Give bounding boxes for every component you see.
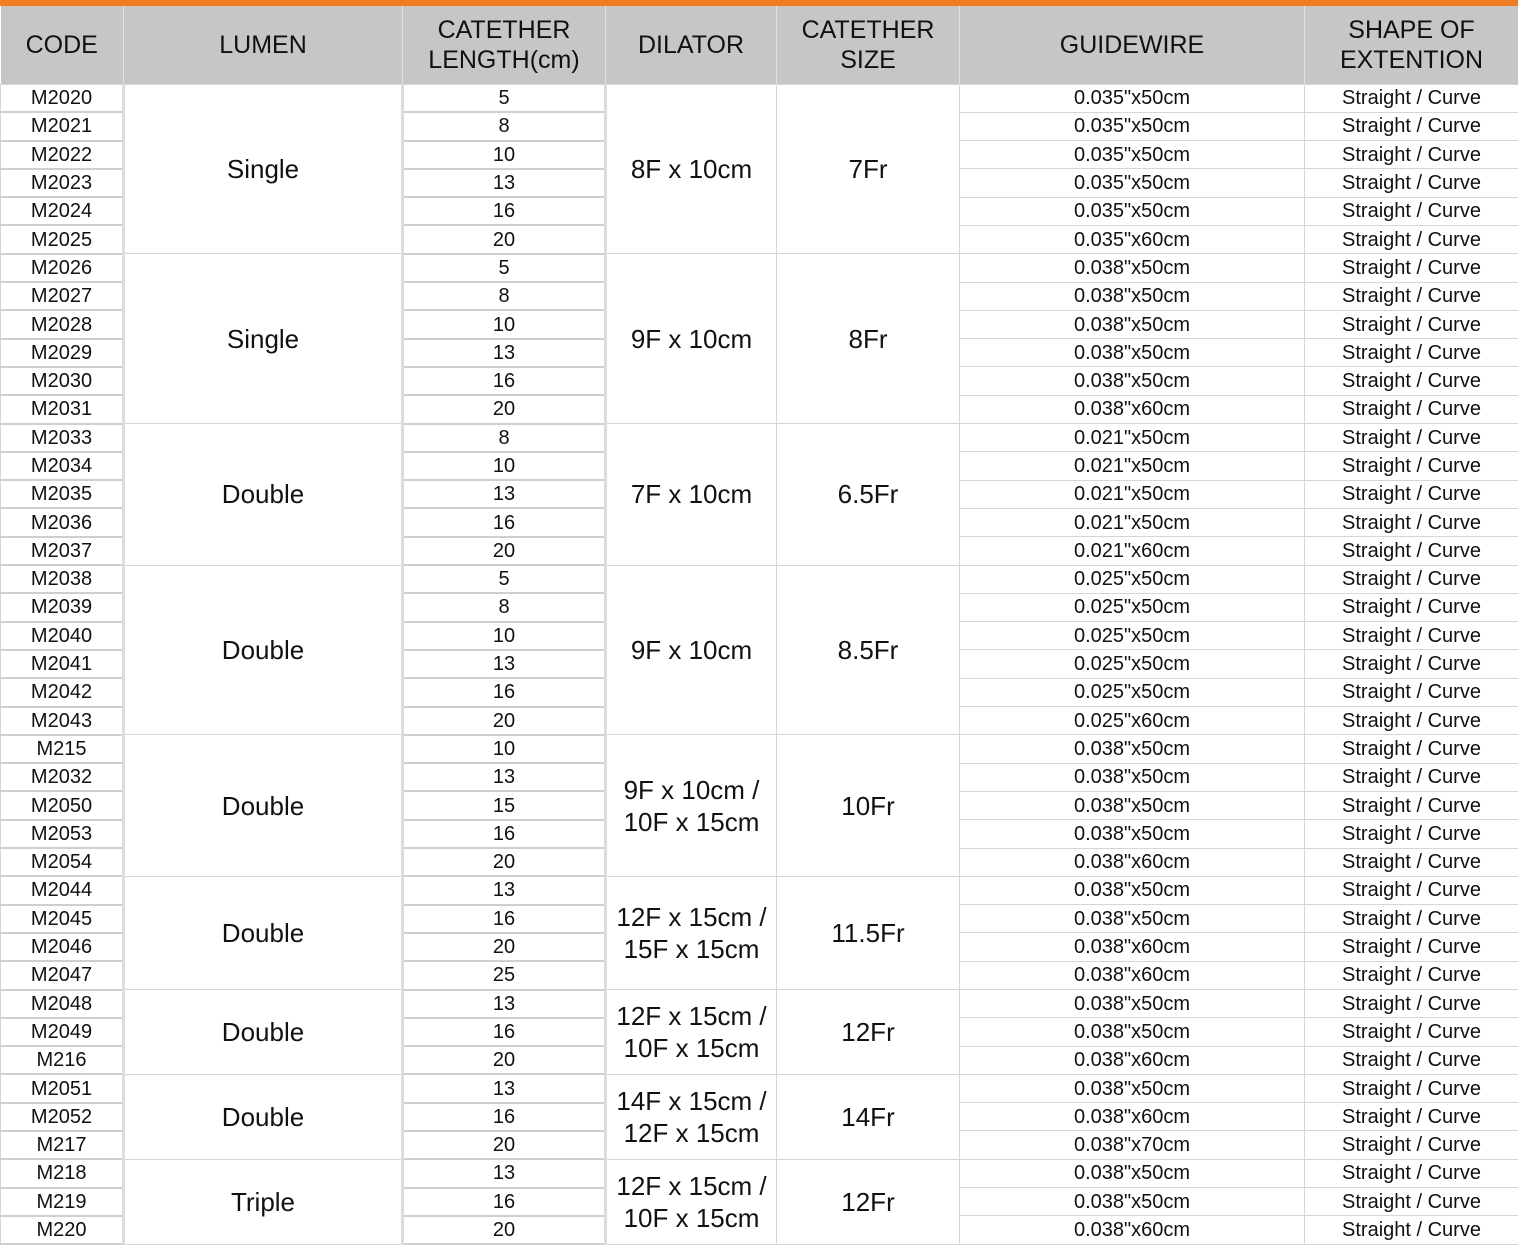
shape-cell: Straight / Curve xyxy=(1305,678,1518,706)
length-cell: 20 xyxy=(403,707,606,735)
code-cell: M2053 xyxy=(1,820,124,848)
guidewire-cell: 0.038"x50cm xyxy=(960,820,1305,848)
catheter-size-cell: 12Fr xyxy=(777,1159,960,1244)
length-cell: 16 xyxy=(403,508,606,536)
guidewire-cell: 0.038"x50cm xyxy=(960,254,1305,282)
guidewire-cell: 0.038"x50cm xyxy=(960,282,1305,310)
shape-cell: Straight / Curve xyxy=(1305,141,1518,169)
shape-cell: Straight / Curve xyxy=(1305,1216,1518,1244)
guidewire-cell: 0.038"x50cm xyxy=(960,367,1305,395)
length-cell: 8 xyxy=(403,112,606,140)
length-cell: 13 xyxy=(403,480,606,508)
shape-cell: Straight / Curve xyxy=(1305,424,1518,452)
shape-cell: Straight / Curve xyxy=(1305,395,1518,423)
guidewire-cell: 0.025"x50cm xyxy=(960,678,1305,706)
length-cell: 13 xyxy=(403,763,606,791)
length-cell: 5 xyxy=(403,85,606,113)
code-cell: M2030 xyxy=(1,367,124,395)
guidewire-cell: 0.035"x60cm xyxy=(960,225,1305,253)
length-cell: 10 xyxy=(403,622,606,650)
length-cell: 13 xyxy=(403,990,606,1018)
guidewire-cell: 0.038"x50cm xyxy=(960,990,1305,1018)
code-cell: M2028 xyxy=(1,310,124,338)
code-cell: M2037 xyxy=(1,537,124,565)
shape-cell: Straight / Curve xyxy=(1305,1046,1518,1074)
dilator-line: 10F x 15cm xyxy=(624,807,760,837)
code-cell: M2043 xyxy=(1,707,124,735)
code-cell: M2049 xyxy=(1,1018,124,1046)
shape-cell: Straight / Curve xyxy=(1305,990,1518,1018)
code-cell: M2045 xyxy=(1,905,124,933)
guidewire-cell: 0.021"x50cm xyxy=(960,424,1305,452)
guidewire-cell: 0.025"x50cm xyxy=(960,565,1305,593)
code-cell: M2023 xyxy=(1,169,124,197)
length-cell: 16 xyxy=(403,678,606,706)
catheter-spec-table xyxy=(0,6,1518,1245)
length-cell: 8 xyxy=(403,593,606,621)
header-guidewire: GUIDEWIRE xyxy=(960,6,1305,85)
length-cell: 16 xyxy=(403,820,606,848)
shape-cell: Straight / Curve xyxy=(1305,735,1518,763)
length-cell: 5 xyxy=(403,565,606,593)
guidewire-cell: 0.021"x60cm xyxy=(960,537,1305,565)
guidewire-cell: 0.025"x50cm xyxy=(960,650,1305,678)
length-cell: 10 xyxy=(403,310,606,338)
code-cell: M2052 xyxy=(1,1103,124,1131)
code-cell: M2035 xyxy=(1,480,124,508)
length-cell: 20 xyxy=(403,395,606,423)
dilator-line: 10F x 15cm xyxy=(624,1203,760,1233)
guidewire-cell: 0.038"x60cm xyxy=(960,961,1305,989)
table-row xyxy=(1,1074,1518,1102)
guidewire-cell: 0.038"x50cm xyxy=(960,1188,1305,1216)
guidewire-cell: 0.038"x50cm xyxy=(960,905,1305,933)
lumen-cell: Double xyxy=(124,424,403,565)
dilator-cell xyxy=(606,424,777,565)
header-code: CODE xyxy=(1,6,124,85)
lumen-cell: Single xyxy=(124,254,403,424)
shape-cell: Straight / Curve xyxy=(1305,537,1518,565)
dilator-cell xyxy=(606,1074,777,1159)
code-cell: M2040 xyxy=(1,622,124,650)
shape-cell: Straight / Curve xyxy=(1305,593,1518,621)
guidewire-cell: 0.038"x70cm xyxy=(960,1131,1305,1159)
table-row xyxy=(1,876,1518,904)
guidewire-cell: 0.035"x50cm xyxy=(960,85,1305,113)
length-cell: 16 xyxy=(403,1018,606,1046)
length-cell: 16 xyxy=(403,1188,606,1216)
guidewire-cell: 0.038"x50cm xyxy=(960,339,1305,367)
guidewire-cell: 0.021"x50cm xyxy=(960,480,1305,508)
catheter-size-cell: 12Fr xyxy=(777,990,960,1075)
code-cell: M2054 xyxy=(1,848,124,876)
length-cell: 16 xyxy=(403,367,606,395)
shape-cell: Straight / Curve xyxy=(1305,85,1518,113)
code-cell: M2032 xyxy=(1,763,124,791)
code-cell: M2044 xyxy=(1,876,124,904)
guidewire-cell: 0.038"x60cm xyxy=(960,1103,1305,1131)
code-cell: M2050 xyxy=(1,791,124,819)
shape-cell: Straight / Curve xyxy=(1305,367,1518,395)
guidewire-cell: 0.021"x50cm xyxy=(960,452,1305,480)
length-cell: 13 xyxy=(403,1074,606,1102)
shape-cell: Straight / Curve xyxy=(1305,820,1518,848)
code-cell: M2021 xyxy=(1,112,124,140)
shape-cell: Straight / Curve xyxy=(1305,848,1518,876)
guidewire-cell: 0.035"x50cm xyxy=(960,112,1305,140)
guidewire-cell: 0.038"x50cm xyxy=(960,791,1305,819)
catheter-size-cell: 11.5Fr xyxy=(777,876,960,989)
guidewire-cell: 0.035"x50cm xyxy=(960,197,1305,225)
dilator-cell xyxy=(606,876,777,989)
guidewire-cell: 0.038"x50cm xyxy=(960,1159,1305,1187)
length-cell: 8 xyxy=(403,424,606,452)
shape-cell: Straight / Curve xyxy=(1305,225,1518,253)
code-cell: M2024 xyxy=(1,197,124,225)
shape-cell: Straight / Curve xyxy=(1305,1018,1518,1046)
lumen-cell: Double xyxy=(124,565,403,735)
lumen-cell: Double xyxy=(124,735,403,876)
dilator-cell xyxy=(606,254,777,424)
length-cell: 13 xyxy=(403,1159,606,1187)
shape-cell: Straight / Curve xyxy=(1305,197,1518,225)
table-row xyxy=(1,254,1518,282)
length-cell: 13 xyxy=(403,339,606,367)
shape-cell: Straight / Curve xyxy=(1305,169,1518,197)
dilator-line: 9F x 10cm xyxy=(631,324,752,354)
code-cell: M2039 xyxy=(1,593,124,621)
catheter-size-cell: 7Fr xyxy=(777,85,960,254)
length-cell: 20 xyxy=(403,1131,606,1159)
guidewire-cell: 0.038"x50cm xyxy=(960,763,1305,791)
lumen-cell: Double xyxy=(124,990,403,1075)
length-cell: 16 xyxy=(403,905,606,933)
shape-cell: Straight / Curve xyxy=(1305,791,1518,819)
table-row xyxy=(1,565,1518,593)
length-cell: 8 xyxy=(403,282,606,310)
shape-cell: Straight / Curve xyxy=(1305,1188,1518,1216)
lumen-cell: Triple xyxy=(124,1159,403,1244)
dilator-line: 12F x 15cm / xyxy=(616,1171,766,1201)
header-row xyxy=(1,6,1518,85)
code-cell: M2048 xyxy=(1,990,124,1018)
guidewire-cell: 0.038"x50cm xyxy=(960,735,1305,763)
shape-cell: Straight / Curve xyxy=(1305,282,1518,310)
header-catheter-size: CATETHER SIZE xyxy=(777,6,960,85)
shape-cell: Straight / Curve xyxy=(1305,452,1518,480)
shape-cell: Straight / Curve xyxy=(1305,339,1518,367)
guidewire-cell: 0.035"x50cm xyxy=(960,141,1305,169)
guidewire-cell: 0.038"x50cm xyxy=(960,1018,1305,1046)
guidewire-cell: 0.038"x60cm xyxy=(960,1046,1305,1074)
header-shape: SHAPE OF EXTENTION xyxy=(1305,6,1518,85)
shape-cell: Straight / Curve xyxy=(1305,876,1518,904)
dilator-line: 10F x 15cm xyxy=(624,1033,760,1063)
shape-cell: Straight / Curve xyxy=(1305,254,1518,282)
dilator-cell xyxy=(606,85,777,254)
dilator-line: 9F x 10cm / xyxy=(624,775,760,805)
table-row xyxy=(1,990,1518,1018)
shape-cell: Straight / Curve xyxy=(1305,1159,1518,1187)
code-cell: M2031 xyxy=(1,395,124,423)
guidewire-cell: 0.038"x50cm xyxy=(960,876,1305,904)
shape-cell: Straight / Curve xyxy=(1305,565,1518,593)
shape-cell: Straight / Curve xyxy=(1305,650,1518,678)
dilator-cell xyxy=(606,990,777,1075)
dilator-line: 12F x 15cm / xyxy=(616,1001,766,1031)
length-cell: 20 xyxy=(403,933,606,961)
length-cell: 16 xyxy=(403,197,606,225)
guidewire-cell: 0.035"x50cm xyxy=(960,169,1305,197)
catheter-size-cell: 8Fr xyxy=(777,254,960,424)
dilator-line: 9F x 10cm xyxy=(631,635,752,665)
dilator-cell xyxy=(606,565,777,735)
guidewire-cell: 0.025"x50cm xyxy=(960,622,1305,650)
length-cell: 15 xyxy=(403,791,606,819)
length-cell: 16 xyxy=(403,1103,606,1131)
guidewire-cell: 0.038"x60cm xyxy=(960,933,1305,961)
length-cell: 20 xyxy=(403,537,606,565)
code-cell: M2026 xyxy=(1,254,124,282)
code-cell: M217 xyxy=(1,1131,124,1159)
guidewire-cell: 0.038"x50cm xyxy=(960,1074,1305,1102)
code-cell: M2020 xyxy=(1,85,124,113)
header-lumen: LUMEN xyxy=(124,6,403,85)
guidewire-cell: 0.025"x60cm xyxy=(960,707,1305,735)
code-cell: M2025 xyxy=(1,225,124,253)
length-cell: 13 xyxy=(403,169,606,197)
dilator-cell xyxy=(606,735,777,876)
dilator-line: 14F x 15cm / xyxy=(616,1086,766,1116)
header-dilator: DILATOR xyxy=(606,6,777,85)
shape-cell: Straight / Curve xyxy=(1305,1131,1518,1159)
code-cell: M218 xyxy=(1,1159,124,1187)
code-cell: M2027 xyxy=(1,282,124,310)
dilator-line: 12F x 15cm xyxy=(624,1118,760,1148)
code-cell: M216 xyxy=(1,1046,124,1074)
code-cell: M2051 xyxy=(1,1074,124,1102)
guidewire-cell: 0.038"x60cm xyxy=(960,395,1305,423)
shape-cell: Straight / Curve xyxy=(1305,1103,1518,1131)
table-row xyxy=(1,85,1518,113)
shape-cell: Straight / Curve xyxy=(1305,763,1518,791)
dilator-line: 15F x 15cm xyxy=(624,934,760,964)
length-cell: 10 xyxy=(403,735,606,763)
length-cell: 20 xyxy=(403,1046,606,1074)
lumen-cell: Double xyxy=(124,1074,403,1159)
code-cell: M2034 xyxy=(1,452,124,480)
shape-cell: Straight / Curve xyxy=(1305,707,1518,735)
code-cell: M2046 xyxy=(1,933,124,961)
code-cell: M2047 xyxy=(1,961,124,989)
length-cell: 10 xyxy=(403,452,606,480)
lumen-cell: Single xyxy=(124,85,403,254)
guidewire-cell: 0.025"x50cm xyxy=(960,593,1305,621)
guidewire-cell: 0.038"x50cm xyxy=(960,310,1305,338)
code-cell: M215 xyxy=(1,735,124,763)
table-row xyxy=(1,424,1518,452)
shape-cell: Straight / Curve xyxy=(1305,310,1518,338)
length-cell: 5 xyxy=(403,254,606,282)
length-cell: 13 xyxy=(403,876,606,904)
dilator-line: 8F x 10cm xyxy=(631,154,752,184)
header-catheter-length: CATETHER LENGTH(cm) xyxy=(403,6,606,85)
code-cell: M2036 xyxy=(1,508,124,536)
code-cell: M219 xyxy=(1,1188,124,1216)
table-row xyxy=(1,1159,1518,1187)
length-cell: 13 xyxy=(403,650,606,678)
guidewire-cell: 0.038"x60cm xyxy=(960,848,1305,876)
dilator-line: 12F x 15cm / xyxy=(616,902,766,932)
catheter-size-cell: 8.5Fr xyxy=(777,565,960,735)
shape-cell: Straight / Curve xyxy=(1305,961,1518,989)
shape-cell: Straight / Curve xyxy=(1305,112,1518,140)
length-cell: 20 xyxy=(403,848,606,876)
catheter-size-cell: 10Fr xyxy=(777,735,960,876)
catheter-size-cell: 6.5Fr xyxy=(777,424,960,565)
code-cell: M2038 xyxy=(1,565,124,593)
code-cell: M2042 xyxy=(1,678,124,706)
shape-cell: Straight / Curve xyxy=(1305,933,1518,961)
code-cell: M2033 xyxy=(1,424,124,452)
shape-cell: Straight / Curve xyxy=(1305,622,1518,650)
guidewire-cell: 0.021"x50cm xyxy=(960,508,1305,536)
table-row xyxy=(1,735,1518,763)
shape-cell: Straight / Curve xyxy=(1305,480,1518,508)
dilator-cell xyxy=(606,1159,777,1244)
dilator-line: 7F x 10cm xyxy=(631,479,752,509)
length-cell: 10 xyxy=(403,141,606,169)
code-cell: M2041 xyxy=(1,650,124,678)
length-cell: 20 xyxy=(403,225,606,253)
length-cell: 20 xyxy=(403,1216,606,1244)
lumen-cell: Double xyxy=(124,876,403,989)
length-cell: 25 xyxy=(403,961,606,989)
code-cell: M2029 xyxy=(1,339,124,367)
catheter-size-cell: 14Fr xyxy=(777,1074,960,1159)
guidewire-cell: 0.038"x60cm xyxy=(960,1216,1305,1244)
shape-cell: Straight / Curve xyxy=(1305,1074,1518,1102)
code-cell: M2022 xyxy=(1,141,124,169)
shape-cell: Straight / Curve xyxy=(1305,508,1518,536)
shape-cell: Straight / Curve xyxy=(1305,905,1518,933)
code-cell: M220 xyxy=(1,1216,124,1244)
